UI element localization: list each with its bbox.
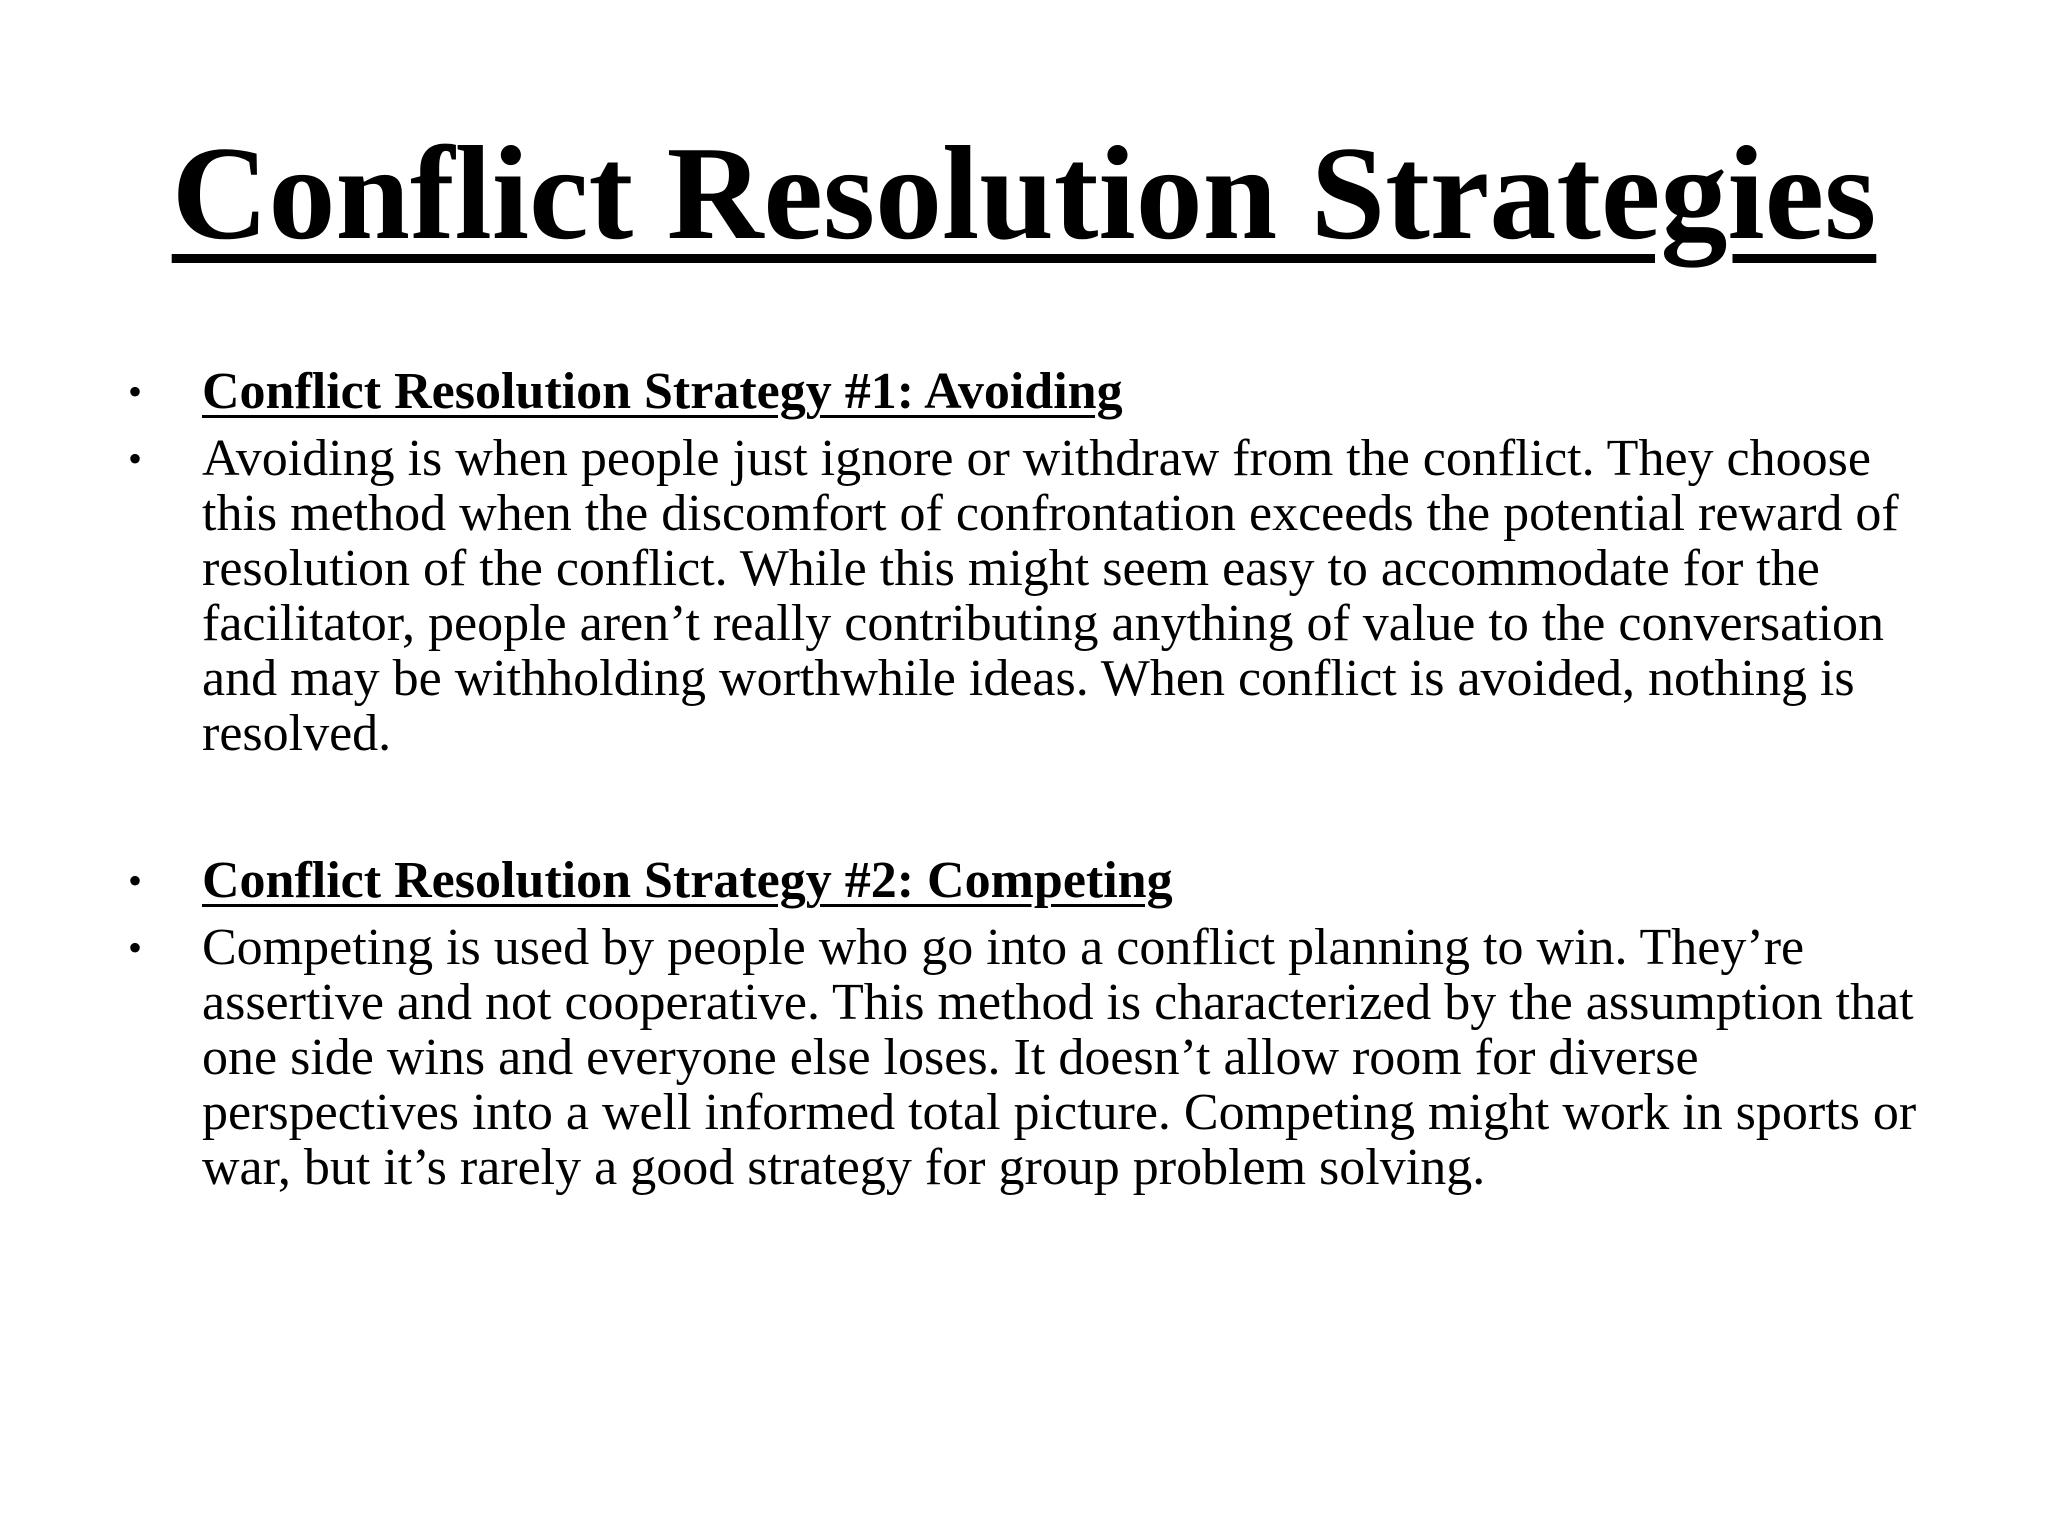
bullet-list — [118, 364, 1958, 1195]
strategy-1-heading-item — [118, 364, 1958, 419]
bullet-icon: • — [128, 436, 143, 481]
bullet-icon: • — [128, 858, 143, 903]
slide-title: Conflict Resolution Strategies — [171, 119, 1877, 267]
strategy-2-body-item — [118, 920, 1958, 1195]
strategy-1-heading: Conflict Resolution Strategy #1: Avoiding — [202, 363, 1123, 420]
strategy-1-body: Avoiding is when people just ignore or withdraw from the conflict. They choose this method when the discomfort of confrontation exceeds the potential reward of resolution of the conflict. While this might seem easy to accommodate for the facilitator, people aren’t really contributing anything of value to the conversation and may be withholding worthwhile ideas. When conflict is avoided, nothing is resolved. — [202, 430, 1899, 762]
strategy-2-heading-item — [118, 853, 1958, 908]
strategy-2-body: Competing is used by people who go into a conflict planning to win. They’re assertive and not cooperative. This method is characterized by the assumption that one side wins and everyone else loses. It doesn’t allow room for diverse perspectives into a well informed total picture. Competing might work in sports or war, but it’s rarely a good strategy for group problem solving. — [202, 919, 1917, 1196]
bullet-icon: • — [128, 925, 143, 970]
section-spacer — [118, 761, 1958, 853]
strategy-2-heading: Conflict Resolution Strategy #2: Competing — [202, 852, 1173, 909]
bullet-icon: • — [128, 369, 143, 414]
strategy-1-body-item — [118, 431, 1958, 761]
